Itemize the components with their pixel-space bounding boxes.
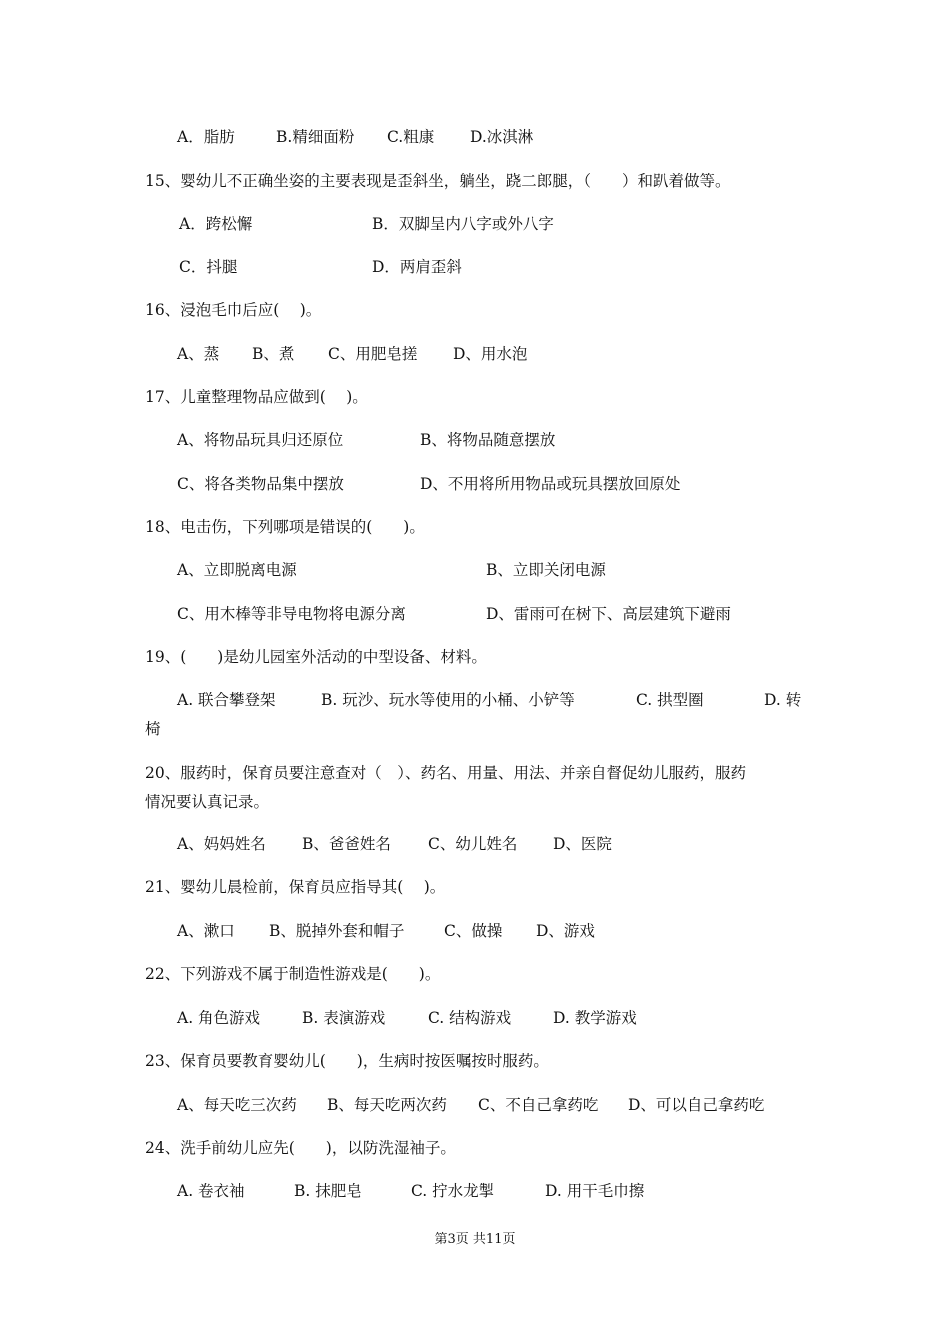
option-c: C. 结构游戏 (428, 1009, 512, 1027)
question-stem: 17、儿童整理物品应做到( )。 (145, 388, 368, 406)
question-stem: 16、浸泡毛巾后应( )。 (145, 301, 322, 319)
option-c: C、用肥皂搓 (328, 345, 418, 363)
option-a: A. 卷衣袖 (177, 1182, 245, 1200)
option-b: B．双脚呈内八字或外八字 (372, 215, 554, 233)
question-stem: 21、婴幼儿晨检前，保育员应指导其( )。 (145, 878, 446, 896)
option-b: B.精细面粉 (276, 128, 355, 146)
option-d: D. 转 (764, 691, 802, 709)
option-c: C、将各类物品集中摆放 (177, 475, 344, 493)
option-b: B、爸爸姓名 (302, 835, 391, 853)
option-a: A. 联合攀登架 (177, 691, 276, 709)
option-b: B. 抹肥皂 (294, 1182, 362, 1200)
option-c: C、用木棒等非导电物将电源分离 (177, 605, 406, 623)
question-stem: 23、保育员要教育婴幼儿( )，生病时按医嘱按时服药。 (145, 1052, 549, 1070)
option-a: A、妈妈姓名 (177, 835, 266, 853)
option-d: D、可以自己拿药吃 (628, 1096, 765, 1114)
option-d: D、雷雨可在树下、高层建筑下避雨 (486, 605, 731, 623)
question-stem-continued: 情况要认真记录。 (145, 793, 270, 811)
option-b: B. 玩沙、玩水等使用的小桶、小铲等 (321, 691, 575, 709)
option-b: B、脱掉外套和帽子 (269, 922, 405, 940)
option-d-wrap: 椅 (145, 720, 161, 738)
question-stem: 22、下列游戏不属于制造性游戏是( )。 (145, 965, 441, 983)
option-d: D. 用干毛巾擦 (545, 1182, 645, 1200)
option-b: B、将物品随意摆放 (420, 431, 556, 449)
page-footer: 第3页 共11页 (434, 1232, 516, 1247)
question-stem: 20、服药时，保育员要注意查对（ ）、药名、用量、用法、并亲自督促幼儿服药，服药 (145, 764, 746, 782)
option-a: A、每天吃三次药 (177, 1096, 297, 1114)
option-a: A、蒸 (177, 345, 220, 363)
option-d: D、医院 (553, 835, 612, 853)
option-b: B、每天吃两次药 (327, 1096, 447, 1114)
option-c: C.粗康 (387, 128, 435, 146)
option-a: A、将物品玩具归还原位 (177, 431, 344, 449)
option-b: B、立即关闭电源 (486, 561, 606, 579)
option-c: C. 拱型圈 (636, 691, 704, 709)
question-stem: 24、洗手前幼儿应先( )，以防洗湿袖子。 (145, 1139, 456, 1157)
option-d: D. 教学游戏 (553, 1009, 637, 1027)
question-stem: 18、电击伤，下列哪项是错误的( )。 (145, 518, 425, 536)
option-d: D、游戏 (536, 922, 595, 940)
option-c: C、做操 (444, 922, 503, 940)
question-stem: 15、婴幼儿不正确坐姿的主要表现是歪斜坐，躺坐，跷二郎腿，（ ）和趴着做等。 (145, 172, 731, 190)
option-d: D、不用将所用物品或玩具摆放回原处 (420, 475, 681, 493)
option-d: D．两肩歪斜 (372, 258, 462, 276)
option-c: C．抖腿 (179, 258, 238, 276)
option-a: A. 角色游戏 (177, 1009, 261, 1027)
option-c: C、幼儿姓名 (428, 835, 518, 853)
option-c: C. 拧水龙掣 (411, 1182, 495, 1200)
option-d: D.冰淇淋 (470, 128, 534, 146)
option-a: A．脂肪 (177, 128, 235, 146)
option-a: A、立即脱离电源 (177, 561, 297, 579)
option-c: C、不自己拿药吃 (478, 1096, 599, 1114)
option-b: B. 表演游戏 (302, 1009, 386, 1027)
option-a: A．跨松懈 (179, 215, 253, 233)
option-a: A、漱口 (177, 922, 235, 940)
option-d: D、用水泡 (453, 345, 528, 363)
question-stem: 19、( )是幼儿园室外活动的中型设备、材料。 (145, 648, 487, 666)
option-b: B、煮 (252, 345, 295, 363)
